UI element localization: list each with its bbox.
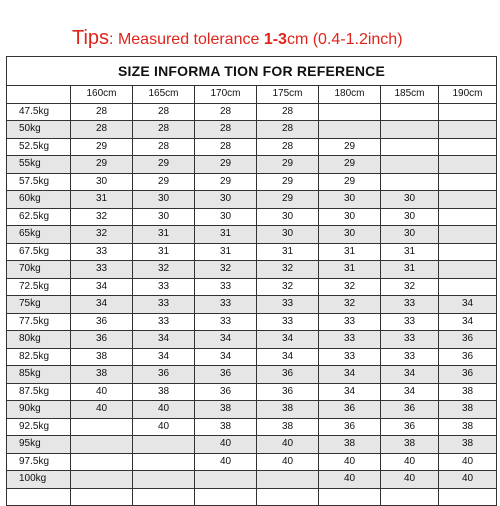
- table-row: [7, 191, 497, 209]
- size-cell: 33: [133, 296, 195, 314]
- size-cell: [439, 103, 497, 121]
- size-cell: [71, 471, 133, 489]
- size-cell: 36: [439, 348, 497, 366]
- size-cell: [195, 471, 257, 489]
- tolerance-range: 1-3: [263, 31, 287, 48]
- size-cell: 40: [133, 418, 195, 436]
- size-cell: 29: [257, 156, 319, 174]
- size-cell: 31: [381, 243, 439, 261]
- table-row: [7, 453, 497, 471]
- size-cell: 40: [257, 453, 319, 471]
- size-cell: 32: [381, 278, 439, 296]
- size-cell: 31: [195, 226, 257, 244]
- size-cell: 32: [257, 261, 319, 279]
- size-cell: 38: [195, 418, 257, 436]
- size-cell: 30: [319, 226, 381, 244]
- size-cell: 33: [257, 313, 319, 331]
- size-cell: 34: [319, 366, 381, 384]
- size-cell: [439, 226, 497, 244]
- size-cell: 34: [71, 278, 133, 296]
- column-header-height: 180cm: [319, 86, 381, 104]
- size-cell: 32: [71, 226, 133, 244]
- size-cell: 31: [257, 243, 319, 261]
- size-cell: [439, 156, 497, 174]
- column-header-height: 165cm: [133, 86, 195, 104]
- size-cell: [71, 453, 133, 471]
- size-cell: 38: [381, 436, 439, 454]
- size-cell: 33: [71, 243, 133, 261]
- size-cell: 28: [71, 121, 133, 139]
- size-cell: 33: [381, 331, 439, 349]
- table-row: [7, 401, 497, 419]
- size-cell: 30: [257, 226, 319, 244]
- size-cell: 28: [257, 138, 319, 156]
- size-cell: [133, 471, 195, 489]
- weight-cell: 75kg: [7, 296, 71, 314]
- weight-cell: 65kg: [7, 226, 71, 244]
- column-header-height: 190cm: [439, 86, 497, 104]
- size-cell: 38: [439, 401, 497, 419]
- size-cell: 34: [133, 331, 195, 349]
- tips-text-before: Measured tolerance: [113, 31, 264, 48]
- size-cell: 36: [195, 383, 257, 401]
- size-cell: 28: [133, 103, 195, 121]
- table-row: [7, 208, 497, 226]
- size-cell: 29: [257, 191, 319, 209]
- size-cell: 40: [71, 383, 133, 401]
- size-cell: 32: [71, 208, 133, 226]
- header-row: [7, 86, 497, 104]
- size-cell: 34: [381, 383, 439, 401]
- size-cell: [439, 208, 497, 226]
- weight-cell: 62.5kg: [7, 208, 71, 226]
- size-cell: 30: [381, 226, 439, 244]
- tips-colon: :: [109, 31, 114, 48]
- weight-cell: 47.5kg: [7, 103, 71, 121]
- size-cell: [381, 173, 439, 191]
- size-cell: [381, 138, 439, 156]
- size-cell: 34: [257, 348, 319, 366]
- size-cell: [71, 488, 133, 506]
- size-cell: 33: [381, 296, 439, 314]
- size-cell: 36: [71, 313, 133, 331]
- size-cell: 31: [133, 243, 195, 261]
- weight-cell: 85kg: [7, 366, 71, 384]
- size-cell: 33: [319, 331, 381, 349]
- size-cell: 34: [439, 296, 497, 314]
- size-cell: 34: [133, 348, 195, 366]
- table-row: [7, 156, 497, 174]
- size-cell: 29: [319, 173, 381, 191]
- size-cell: 40: [71, 401, 133, 419]
- weight-cell: 87.5kg: [7, 383, 71, 401]
- size-cell: 32: [319, 296, 381, 314]
- size-cell: 29: [195, 173, 257, 191]
- size-cell: 40: [439, 471, 497, 489]
- size-cell: 30: [133, 208, 195, 226]
- table-row: [7, 103, 497, 121]
- column-header-height: 170cm: [195, 86, 257, 104]
- size-cell: 30: [319, 191, 381, 209]
- table-row: [7, 383, 497, 401]
- size-cell: 33: [381, 348, 439, 366]
- size-cell: 30: [195, 208, 257, 226]
- size-cell: 38: [439, 383, 497, 401]
- size-cell: 32: [257, 278, 319, 296]
- column-header-height: 185cm: [381, 86, 439, 104]
- size-cell: 31: [319, 243, 381, 261]
- weight-cell: 82.5kg: [7, 348, 71, 366]
- size-cell: 33: [195, 278, 257, 296]
- weight-cell: 50kg: [7, 121, 71, 139]
- size-cell: 40: [439, 453, 497, 471]
- size-cell: [133, 488, 195, 506]
- size-cell: 38: [71, 348, 133, 366]
- size-cell: 38: [257, 418, 319, 436]
- size-cell: 30: [257, 208, 319, 226]
- table-row: [7, 313, 497, 331]
- size-cell: 36: [381, 418, 439, 436]
- weight-cell: 95kg: [7, 436, 71, 454]
- size-cell: 36: [257, 366, 319, 384]
- size-cell: 34: [319, 383, 381, 401]
- size-cell: [133, 436, 195, 454]
- size-cell: 29: [195, 156, 257, 174]
- size-cell: 38: [257, 401, 319, 419]
- size-cell: 33: [319, 313, 381, 331]
- size-cell: 32: [195, 261, 257, 279]
- size-cell: 34: [257, 331, 319, 349]
- size-cell: 31: [133, 226, 195, 244]
- size-cell: 30: [381, 191, 439, 209]
- size-cell: [257, 471, 319, 489]
- size-cell: 29: [71, 138, 133, 156]
- weight-cell: 92.5kg: [7, 418, 71, 436]
- size-cell: 40: [381, 453, 439, 471]
- size-cell: [439, 138, 497, 156]
- size-cell: [439, 261, 497, 279]
- size-cell: [381, 156, 439, 174]
- size-cell: [381, 121, 439, 139]
- size-cell: 30: [133, 191, 195, 209]
- size-cell: 28: [71, 103, 133, 121]
- weight-cell: [7, 488, 71, 506]
- size-cell: 40: [195, 436, 257, 454]
- size-cell: [439, 278, 497, 296]
- weight-cell: 60kg: [7, 191, 71, 209]
- size-cell: 33: [133, 313, 195, 331]
- tips-label: Tips: [72, 27, 110, 49]
- column-header-height: 160cm: [71, 86, 133, 104]
- size-cell: [133, 453, 195, 471]
- size-cell: 40: [319, 453, 381, 471]
- size-cell: 36: [381, 401, 439, 419]
- size-cell: 31: [381, 261, 439, 279]
- size-cell: 40: [133, 401, 195, 419]
- table-row: [7, 471, 497, 489]
- size-cell: 28: [195, 121, 257, 139]
- weight-cell: 67.5kg: [7, 243, 71, 261]
- size-cell: 31: [319, 261, 381, 279]
- weight-cell: 100kg: [7, 471, 71, 489]
- size-cell: 36: [439, 366, 497, 384]
- column-header-height: 175cm: [257, 86, 319, 104]
- size-cell: 38: [71, 366, 133, 384]
- weight-cell: 52.5kg: [7, 138, 71, 156]
- size-cell: 29: [257, 173, 319, 191]
- table-row: [7, 488, 497, 506]
- size-cell: 28: [195, 103, 257, 121]
- size-cell: 32: [319, 278, 381, 296]
- size-cell: 34: [195, 348, 257, 366]
- size-cell: [195, 488, 257, 506]
- size-table: [6, 56, 497, 506]
- size-cell: 29: [133, 156, 195, 174]
- table-row: [7, 278, 497, 296]
- weight-cell: 90kg: [7, 401, 71, 419]
- weight-cell: 97.5kg: [7, 453, 71, 471]
- size-cell: 30: [319, 208, 381, 226]
- size-cell: 28: [195, 138, 257, 156]
- size-cell: 34: [381, 366, 439, 384]
- size-cell: 36: [319, 418, 381, 436]
- table-row: [7, 226, 497, 244]
- size-cell: [439, 243, 497, 261]
- size-cell: 30: [195, 191, 257, 209]
- size-cell: 36: [71, 331, 133, 349]
- size-cell: 38: [439, 418, 497, 436]
- weight-cell: 80kg: [7, 331, 71, 349]
- size-cell: 29: [319, 156, 381, 174]
- table-row: [7, 261, 497, 279]
- size-cell: [71, 436, 133, 454]
- size-cell: [319, 103, 381, 121]
- size-cell: 33: [381, 313, 439, 331]
- size-cell: 38: [195, 401, 257, 419]
- size-cell: 40: [195, 453, 257, 471]
- table-row: [7, 138, 497, 156]
- table-row: [7, 366, 497, 384]
- size-cell: [71, 418, 133, 436]
- size-cell: 34: [195, 331, 257, 349]
- size-cell: 38: [439, 436, 497, 454]
- table-row: [7, 173, 497, 191]
- size-cell: 40: [381, 471, 439, 489]
- weight-cell: 70kg: [7, 261, 71, 279]
- size-cell: [319, 121, 381, 139]
- column-header-weight: [7, 86, 71, 104]
- size-cell: 38: [319, 436, 381, 454]
- size-cell: 29: [71, 156, 133, 174]
- size-cell: 33: [257, 296, 319, 314]
- size-cell: 33: [195, 296, 257, 314]
- size-cell: 28: [133, 138, 195, 156]
- size-cell: 40: [319, 471, 381, 489]
- size-cell: [439, 191, 497, 209]
- size-cell: 33: [133, 278, 195, 296]
- size-cell: 28: [257, 103, 319, 121]
- size-cell: 29: [319, 138, 381, 156]
- size-cell: 29: [133, 173, 195, 191]
- size-cell: 32: [133, 261, 195, 279]
- size-cell: 33: [319, 348, 381, 366]
- table-row: [7, 418, 497, 436]
- size-cell: 36: [195, 366, 257, 384]
- size-cell: [257, 488, 319, 506]
- size-cell: 28: [133, 121, 195, 139]
- size-cell: 34: [439, 313, 497, 331]
- size-cell: 28: [257, 121, 319, 139]
- size-cell: [319, 488, 381, 506]
- size-cell: 36: [439, 331, 497, 349]
- size-cell: [439, 121, 497, 139]
- table-row: [7, 436, 497, 454]
- size-cell: [439, 488, 497, 506]
- size-cell: 38: [133, 383, 195, 401]
- size-cell: 36: [133, 366, 195, 384]
- tolerance-tip: [72, 28, 403, 50]
- size-cell: 36: [319, 401, 381, 419]
- table-row: [7, 296, 497, 314]
- size-cell: [439, 173, 497, 191]
- size-cell: 40: [257, 436, 319, 454]
- size-cell: 30: [381, 208, 439, 226]
- size-cell: 30: [71, 173, 133, 191]
- size-cell: 31: [195, 243, 257, 261]
- table-row: [7, 331, 497, 349]
- size-cell: 36: [257, 383, 319, 401]
- tips-text-after: cm (0.4-1.2inch): [286, 31, 403, 48]
- table-body: [7, 103, 497, 506]
- size-cell: 33: [195, 313, 257, 331]
- table-row: [7, 243, 497, 261]
- weight-cell: 77.5kg: [7, 313, 71, 331]
- table-row: [7, 121, 497, 139]
- weight-cell: 72.5kg: [7, 278, 71, 296]
- size-cell: 33: [71, 261, 133, 279]
- weight-cell: 55kg: [7, 156, 71, 174]
- weight-cell: 57.5kg: [7, 173, 71, 191]
- size-cell: 34: [71, 296, 133, 314]
- size-cell: 31: [71, 191, 133, 209]
- size-cell: [381, 488, 439, 506]
- table-row: [7, 348, 497, 366]
- size-cell: [381, 103, 439, 121]
- table-title: SIZE INFORMA TION FOR REFERENCE: [7, 57, 497, 86]
